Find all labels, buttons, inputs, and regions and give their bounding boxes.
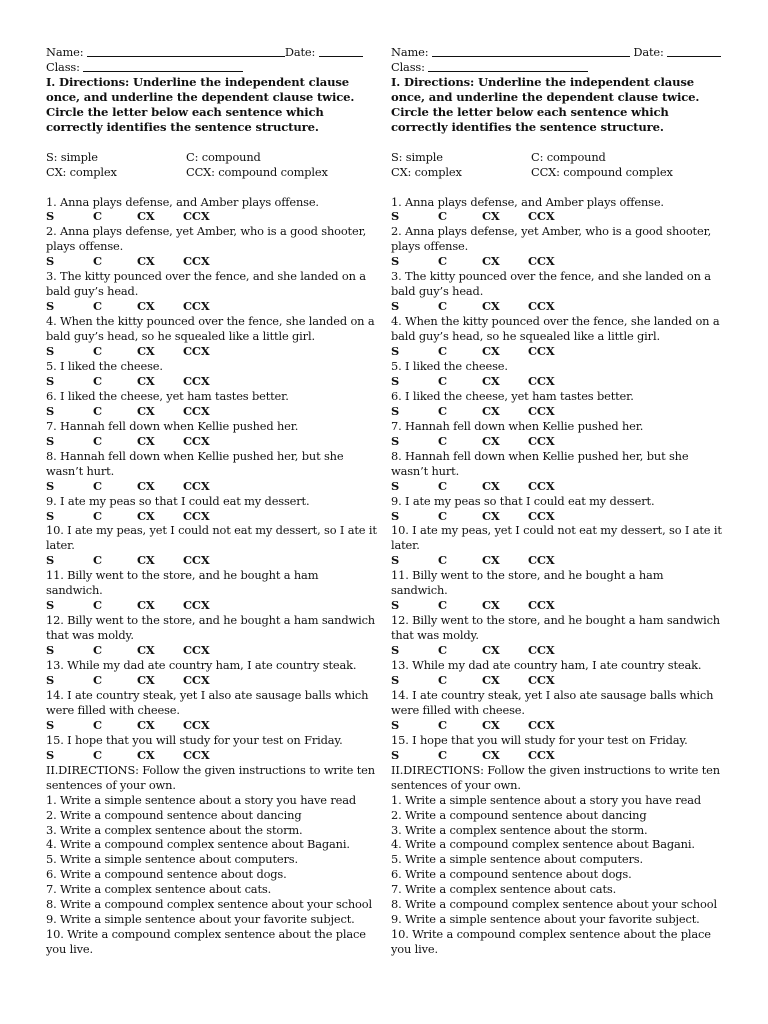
class-blank[interactable] xyxy=(83,60,243,72)
answer-choice[interactable]: CCX xyxy=(183,433,210,448)
answer-choice[interactable]: CX xyxy=(137,673,155,687)
answer-choice[interactable]: CCX xyxy=(183,209,210,224)
answer-choice[interactable]: S xyxy=(46,747,55,762)
answer-choice[interactable]: S xyxy=(46,643,55,658)
answer-choice[interactable]: CX xyxy=(482,209,500,224)
class-row xyxy=(391,60,723,75)
answer-choice[interactable]: S xyxy=(391,508,400,523)
answer-choices xyxy=(46,598,378,613)
answer-choice[interactable]: S xyxy=(391,673,400,687)
answer-choice[interactable]: S xyxy=(46,478,55,493)
legend-row xyxy=(46,165,378,180)
legend-row xyxy=(391,150,723,165)
answer-choices xyxy=(46,748,378,763)
answer-choice[interactable]: CCX xyxy=(183,508,210,523)
question-item: 12. Billy went to the store, and he bought a ham sandwich that was moldy. xyxy=(391,613,720,643)
answer-choices xyxy=(46,254,378,269)
answer-choice[interactable]: CX xyxy=(137,717,155,732)
answer-choice[interactable]: C xyxy=(93,508,102,523)
answer-choice[interactable]: CX xyxy=(482,643,500,658)
answer-choice[interactable]: S xyxy=(46,299,55,314)
answer-choice[interactable]: C xyxy=(93,717,102,732)
answer-choice[interactable]: S xyxy=(391,209,400,224)
spacer xyxy=(391,180,723,195)
instruction-item: 8. Write a compound complex sentence about your school xyxy=(391,897,717,912)
question-item: 10. I ate my peas, yet I could not eat my dessert, so I ate it later. xyxy=(391,523,722,553)
answer-choice[interactable]: C xyxy=(93,643,102,658)
question-item: 4. When the kitty pounced over the fence, she landed on a bald guy’s head, so he squealed like a little girl. xyxy=(46,314,375,344)
answer-choices xyxy=(391,748,723,763)
answer-choices xyxy=(46,344,378,359)
answer-choice[interactable]: CX xyxy=(137,747,155,762)
answer-choice[interactable]: CCX xyxy=(528,403,555,418)
answer-choice[interactable]: CCX xyxy=(183,403,210,418)
date-label: Date: xyxy=(633,45,664,59)
answer-choice[interactable]: C xyxy=(438,508,447,523)
part1-directions: I. Directions: Underline the independent clause once, and underline the dependent clause twice. Circle the letter below each sentence which correctly identifies the sentence structure. xyxy=(46,74,355,134)
answer-choice[interactable]: CX xyxy=(482,254,500,269)
question-item: 15. I hope that you will study for your test on Friday. xyxy=(46,732,343,747)
instruction-item: 10. Write a compound complex sentence about the place you live. xyxy=(46,927,366,957)
answer-choice[interactable]: CCX xyxy=(528,643,555,658)
part2-directions: II.DIRECTIONS: Follow the given instructions to write ten sentences of your own. xyxy=(391,762,720,792)
instruction-item: 3. Write a complex sentence about the storm. xyxy=(46,822,303,837)
answer-choice[interactable]: CCX xyxy=(183,673,210,687)
part1-directions: I. Directions: Underline the independent clause once, and underline the dependent clause twice. Circle the letter below each sentence which correctly identifies the sentence structure. xyxy=(391,74,700,134)
answer-choice[interactable]: S xyxy=(391,403,400,418)
answer-choice[interactable]: CX xyxy=(482,747,500,762)
answer-choice[interactable]: C xyxy=(438,373,447,388)
answer-choice[interactable]: CCX xyxy=(528,553,555,568)
answer-choice[interactable]: CCX xyxy=(183,344,210,359)
answer-choices xyxy=(391,254,723,269)
question-item: 7. Hannah fell down when Kellie pushed her. xyxy=(391,418,644,433)
question-item: 2. Anna plays defense, yet Amber, who is a good shooter, plays offense. xyxy=(46,224,367,254)
question-item: 10. I ate my peas, yet I could not eat my dessert, so I ate it later. xyxy=(46,523,377,553)
instruction-item: 4. Write a compound complex sentence about Bagani. xyxy=(391,837,695,852)
legend-compound-complex: CCX: compound complex xyxy=(531,164,673,179)
part2-directions: II.DIRECTIONS: Follow the given instructions to write ten sentences of your own. xyxy=(46,762,375,792)
instruction-item: 2. Write a compound sentence about dancing xyxy=(391,807,647,822)
answer-choice[interactable]: CX xyxy=(482,433,500,448)
answer-choice[interactable]: CCX xyxy=(528,209,555,224)
answer-choice[interactable]: C xyxy=(93,299,102,314)
answer-choice[interactable]: CCX xyxy=(183,717,210,732)
answer-choice[interactable]: C xyxy=(93,254,102,269)
answer-choice[interactable]: CCX xyxy=(183,254,210,269)
question-item: 7. Hannah fell down when Kellie pushed her. xyxy=(46,418,299,433)
question-item: 11. Billy went to the store, and he bought a ham sandwich. xyxy=(391,568,664,598)
answer-choice[interactable]: S xyxy=(46,433,55,448)
question-item: 12. Billy went to the store, and he bought a ham sandwich that was moldy. xyxy=(46,613,375,643)
question-item: 4. When the kitty pounced over the fence, she landed on a bald guy’s head, so he squealed like a little girl. xyxy=(391,314,720,344)
answer-choices xyxy=(391,344,723,359)
answer-choice[interactable]: S xyxy=(46,508,55,523)
answer-choice[interactable]: S xyxy=(391,478,400,493)
legend-compound-complex: CCX: compound complex xyxy=(186,164,328,179)
answer-choice[interactable]: CX xyxy=(137,254,155,269)
legend-compound: C: compound xyxy=(531,149,606,164)
question-item: 8. Hannah fell down when Kellie pushed her, but she wasn’t hurt. xyxy=(46,448,344,478)
answer-choice[interactable]: S xyxy=(46,717,55,732)
answer-choice[interactable]: CCX xyxy=(183,598,210,613)
answer-choice[interactable]: C xyxy=(438,478,447,493)
legend-complex: CX: complex xyxy=(46,164,117,179)
answer-choice[interactable]: C xyxy=(438,598,447,613)
answer-choices xyxy=(391,404,723,419)
answer-choice[interactable]: C xyxy=(438,299,447,314)
instruction-item: 9. Write a simple sentence about your favorite subject. xyxy=(391,912,700,927)
answer-choice[interactable]: CCX xyxy=(183,299,210,314)
answer-choices xyxy=(391,643,723,658)
answer-choice[interactable]: S xyxy=(391,344,400,359)
answer-choice[interactable]: C xyxy=(93,598,102,613)
answer-choices xyxy=(391,479,723,494)
instruction-item: 8. Write a compound complex sentence about your school xyxy=(46,897,372,912)
answer-choice[interactable]: C xyxy=(438,553,447,568)
legend-row xyxy=(46,150,378,165)
answer-choice[interactable]: C xyxy=(93,747,102,762)
legend-complex: CX: complex xyxy=(391,164,462,179)
answer-choice[interactable]: CX xyxy=(137,373,155,388)
answer-choices xyxy=(391,509,723,524)
instruction-item: 6. Write a compound sentence about dogs. xyxy=(46,867,287,882)
answer-choice[interactable]: S xyxy=(46,553,55,568)
answer-choice[interactable]: CCX xyxy=(528,747,555,762)
answer-choice[interactable]: C xyxy=(93,344,102,359)
answer-choice[interactable]: C xyxy=(438,254,447,269)
answer-choice[interactable]: CX xyxy=(137,344,155,359)
answer-choice[interactable]: S xyxy=(391,373,400,388)
answer-choice[interactable]: CX xyxy=(137,598,155,613)
class-row xyxy=(46,60,378,75)
answer-choice[interactable]: S xyxy=(391,433,400,448)
question-item: 14. I ate country steak, yet I also ate sausage balls which were filled with cheese. xyxy=(391,687,714,717)
class-blank[interactable] xyxy=(428,60,588,72)
answer-choice[interactable]: CX xyxy=(137,478,155,493)
instruction-item: 7. Write a complex sentence about cats. xyxy=(46,882,272,897)
answer-choice[interactable]: CCX xyxy=(528,717,555,732)
answer-choice[interactable]: S xyxy=(46,373,55,388)
answer-choice[interactable]: C xyxy=(438,673,447,687)
answer-choice[interactable]: CX xyxy=(482,553,500,568)
answer-choice[interactable]: C xyxy=(438,403,447,418)
legend-row xyxy=(391,165,723,180)
answer-choice[interactable]: CCX xyxy=(528,344,555,359)
answer-choices xyxy=(391,598,723,613)
spacer xyxy=(46,180,378,195)
answer-choice[interactable]: CX xyxy=(137,508,155,523)
name-date-row xyxy=(46,45,378,60)
answer-choice[interactable]: S xyxy=(391,717,400,732)
answer-choices xyxy=(46,299,378,314)
instruction-item: 9. Write a simple sentence about your favorite subject. xyxy=(46,912,355,927)
question-item: 6. I liked the cheese, yet ham tastes better. xyxy=(391,388,634,403)
answer-choice[interactable]: CX xyxy=(482,373,500,388)
instruction-item: 5. Write a simple sentence about computers. xyxy=(391,852,643,867)
answer-choice[interactable]: S xyxy=(391,553,400,568)
instruction-item: 3. Write a complex sentence about the storm. xyxy=(391,822,648,837)
answer-choice[interactable]: CCX xyxy=(183,373,210,388)
answer-choice[interactable]: CX xyxy=(137,403,155,418)
instruction-item: 7. Write a complex sentence about cats. xyxy=(391,882,617,897)
answer-choice[interactable]: S xyxy=(391,254,400,269)
question-item: 9. I ate my peas so that I could eat my dessert. xyxy=(391,493,655,508)
question-item: 13. While my dad ate country ham, I ate country steak. xyxy=(391,658,702,673)
answer-choice[interactable]: C xyxy=(93,403,102,418)
answer-choice[interactable]: C xyxy=(93,478,102,493)
answer-choices xyxy=(46,673,378,688)
answer-choice[interactable]: S xyxy=(391,747,400,762)
answer-choice[interactable]: C xyxy=(438,433,447,448)
answer-choice[interactable]: C xyxy=(93,373,102,388)
answer-choice[interactable]: CX xyxy=(137,433,155,448)
question-item: 5. I liked the cheese. xyxy=(46,358,163,373)
answer-choice[interactable]: C xyxy=(438,747,447,762)
name-label: Name: xyxy=(46,45,84,59)
name-blank[interactable] xyxy=(87,45,285,57)
answer-choice[interactable]: C xyxy=(438,717,447,732)
answer-choice[interactable]: CX xyxy=(482,598,500,613)
name-blank[interactable] xyxy=(432,45,630,57)
answer-choice[interactable]: C xyxy=(438,344,447,359)
answer-choice[interactable]: S xyxy=(46,598,55,613)
date-blank[interactable] xyxy=(319,45,363,57)
question-item: 2. Anna plays defense, yet Amber, who is a good shooter, plays offense. xyxy=(391,224,712,254)
answer-choices xyxy=(46,434,378,449)
question-item: 1. Anna plays defense, and Amber plays offense. xyxy=(46,194,319,209)
answer-choices xyxy=(46,404,378,419)
answer-choices xyxy=(391,209,723,224)
answer-choice[interactable]: CCX xyxy=(528,373,555,388)
answer-choice[interactable]: S xyxy=(391,643,400,658)
answer-choice[interactable]: CCX xyxy=(528,433,555,448)
part1-item-list xyxy=(46,195,378,763)
answer-choice[interactable]: C xyxy=(93,209,102,224)
answer-choices xyxy=(46,509,378,524)
answer-choices xyxy=(391,673,723,688)
answer-choices xyxy=(391,374,723,389)
class-label: Class: xyxy=(391,59,425,74)
question-item: 6. I liked the cheese, yet ham tastes better. xyxy=(46,388,289,403)
answer-choices xyxy=(46,374,378,389)
answer-choice[interactable]: CCX xyxy=(183,747,210,762)
answer-choice[interactable]: CCX xyxy=(528,508,555,523)
answer-choice[interactable]: CCX xyxy=(528,673,555,687)
spacer xyxy=(46,135,378,150)
date-label: Date: xyxy=(284,45,316,59)
worksheet-copy-left xyxy=(46,45,378,957)
answer-choice[interactable]: CX xyxy=(482,717,500,732)
question-item: 3. The kitty pounced over the fence, and she landed on a bald guy’s head. xyxy=(46,269,366,299)
answer-choice[interactable]: C xyxy=(93,553,102,568)
answer-choice[interactable]: CX xyxy=(482,478,500,493)
answer-choices xyxy=(46,209,378,224)
answer-choice[interactable]: S xyxy=(46,254,55,269)
answer-choice[interactable]: S xyxy=(391,299,400,314)
instruction-item: 4. Write a compound complex sentence about Bagani. xyxy=(46,837,350,852)
part2-item-list xyxy=(391,793,723,957)
part1-item-list xyxy=(391,195,723,763)
legend-simple: S: simple xyxy=(46,149,98,164)
answer-choice[interactable]: CX xyxy=(482,508,500,523)
name-date-row xyxy=(391,45,723,60)
worksheet-copy-right xyxy=(391,45,723,957)
answer-choice[interactable]: CCX xyxy=(528,299,555,314)
answer-choice[interactable]: CCX xyxy=(528,598,555,613)
part2-item-list xyxy=(46,793,378,957)
answer-choice[interactable]: CCX xyxy=(183,643,210,658)
answer-choice[interactable]: CX xyxy=(137,553,155,568)
question-item: 13. While my dad ate country ham, I ate country steak. xyxy=(46,658,357,673)
answer-choice[interactable]: CCX xyxy=(528,478,555,493)
answer-choice[interactable]: C xyxy=(93,673,102,687)
answer-choices xyxy=(46,553,378,568)
answer-choice[interactable]: CX xyxy=(482,673,500,687)
answer-choice[interactable]: S xyxy=(46,209,55,224)
instruction-item: 1. Write a simple sentence about a story you have read xyxy=(391,792,702,807)
question-item: 11. Billy went to the store, and he bought a ham sandwich. xyxy=(46,568,319,598)
answer-choice[interactable]: S xyxy=(46,673,55,687)
answer-choice[interactable]: C xyxy=(438,643,447,658)
answer-choices xyxy=(391,299,723,314)
answer-choice[interactable]: C xyxy=(438,209,447,224)
answer-choice[interactable]: CCX xyxy=(528,254,555,269)
answer-choice[interactable]: S xyxy=(46,403,55,418)
question-item: 3. The kitty pounced over the fence, and she landed on a bald guy’s head. xyxy=(391,269,711,299)
answer-choices xyxy=(46,479,378,494)
answer-choices xyxy=(46,643,378,658)
answer-choice[interactable]: S xyxy=(391,598,400,613)
legend-compound: C: compound xyxy=(186,149,261,164)
answer-choice[interactable]: CX xyxy=(482,344,500,359)
instruction-item: 1. Write a simple sentence about a story you have read xyxy=(46,792,357,807)
answer-choice[interactable]: CX xyxy=(137,299,155,314)
spacer xyxy=(391,135,723,150)
date-blank[interactable] xyxy=(667,45,721,57)
answer-choices xyxy=(391,553,723,568)
answer-choice[interactable]: CX xyxy=(482,403,500,418)
answer-choice[interactable]: CCX xyxy=(183,553,210,568)
answer-choice[interactable]: C xyxy=(93,433,102,448)
instruction-item: 10. Write a compound complex sentence about the place you live. xyxy=(391,927,711,957)
question-item: 5. I liked the cheese. xyxy=(391,358,508,373)
instruction-item: 2. Write a compound sentence about dancing xyxy=(46,807,302,822)
question-item: 15. I hope that you will study for your test on Friday. xyxy=(391,732,688,747)
answer-choice[interactable]: CX xyxy=(137,209,155,224)
question-item: 14. I ate country steak, yet I also ate sausage balls which were filled with cheese. xyxy=(46,687,369,717)
answer-choices xyxy=(391,718,723,733)
class-label: Class: xyxy=(46,59,80,74)
answer-choice[interactable]: CCX xyxy=(183,478,210,493)
name-label: Name: xyxy=(391,45,429,59)
answer-choice[interactable]: CX xyxy=(137,643,155,658)
question-item: 1. Anna plays defense, and Amber plays offense. xyxy=(391,194,664,209)
instruction-item: 5. Write a simple sentence about computers. xyxy=(46,852,298,867)
question-item: 9. I ate my peas so that I could eat my dessert. xyxy=(46,493,310,508)
question-item: 8. Hannah fell down when Kellie pushed her, but she wasn’t hurt. xyxy=(391,448,689,478)
answer-choices xyxy=(46,718,378,733)
legend-simple: S: simple xyxy=(391,149,443,164)
instruction-item: 6. Write a compound sentence about dogs. xyxy=(391,867,632,882)
answer-choices xyxy=(391,434,723,449)
answer-choice[interactable]: S xyxy=(46,344,55,359)
answer-choice[interactable]: CX xyxy=(482,299,500,314)
